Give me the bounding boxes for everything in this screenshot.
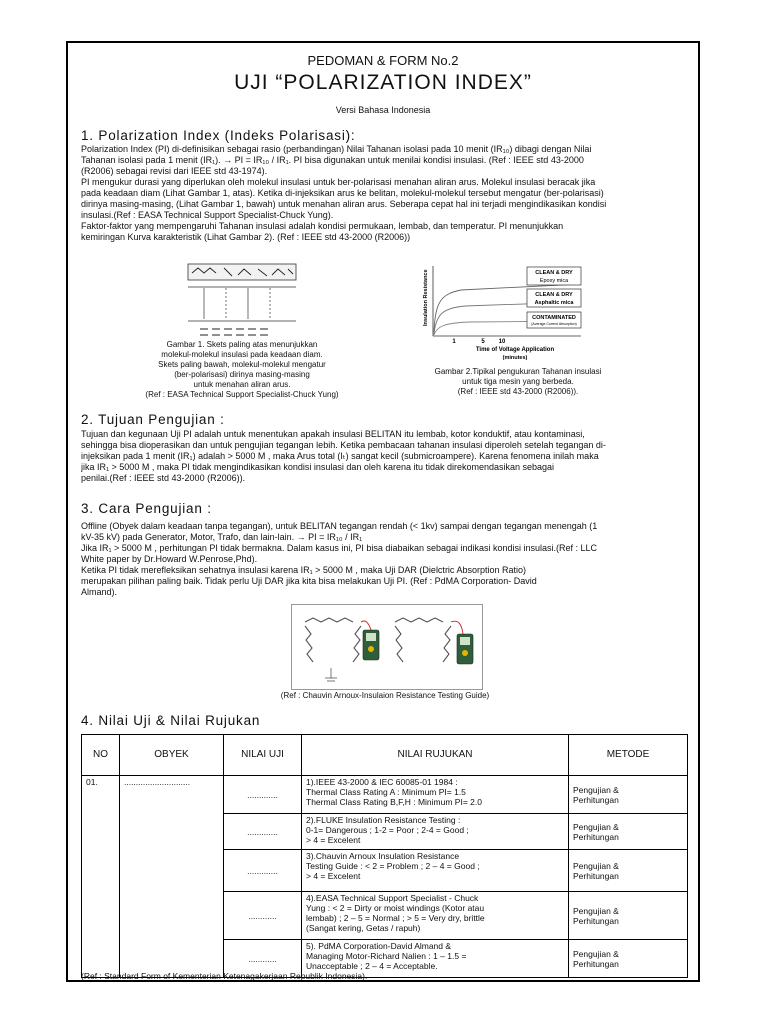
graph-tick: 10 (498, 339, 506, 345)
reference-line: Thermal Class Rating B,F,H : Minimum PI= 2.0 (306, 797, 482, 807)
method-line: Perhitungan (573, 794, 619, 805)
text-line: kV-35 kV) pada Generator, Motor, Trafo, dan lain-lain. → PI = IR₁₀ / IR₁ (81, 532, 363, 542)
graph-x-unit: (minutes) (502, 355, 528, 361)
caption-line: (Ref : IEEE std 43-2000 (R2006)). (457, 387, 579, 396)
legend-label: Epoxy mica (539, 278, 569, 284)
reference-value (302, 850, 569, 892)
text-line: Almand). (81, 587, 118, 597)
text-line: dirinya masing-masing, (Lihat Gambar 1, bawah) untuk menahan aliran arus. Seberapa cepat hal ini terjadi mengindikasikan kondisi (81, 199, 607, 209)
reference-line: (Sangat kering, Getas / rapuh) (306, 923, 421, 933)
column-header: NILAI UJI (224, 735, 302, 776)
reference-line: > 4 = Excelent (306, 871, 361, 881)
reference-value (302, 776, 569, 814)
reference-line: 2).FLUKE Insulation Resistance Testing : (306, 815, 461, 825)
text-line: Tujuan dan kegunaan Uji PI adalah untuk menentukan apakah insulasi BELITAN itu lembab, kotor konduktif, atau kontaminasi, (81, 429, 585, 439)
graph-y-label: Insulation Resistance (423, 269, 429, 326)
document-page (66, 41, 700, 982)
test-value: ............. (224, 776, 302, 814)
method-line: Perhitungan (573, 870, 619, 881)
reference-line: Yung : < 2 = Dirty or moist windings (Kotor atau (306, 903, 485, 913)
figure2-caption (398, 367, 638, 397)
section2-heading: 2. Tujuan Pengujian : (81, 412, 225, 427)
reference-line: Unacceptable ; 2 – 4 = Acceptable. (306, 961, 438, 971)
legend-label: CLEAN & DRY (535, 270, 573, 276)
caption-line: untuk tiga mesin yang berbeda. (462, 377, 574, 386)
text-line: White paper by Dr.Howard W.Penrose,Phd). (81, 554, 258, 564)
reference-line: lembab) ; 2 – 5 = Normal ; > 5 = Very dry, brittle (306, 913, 485, 923)
reference-line: Thermal Class Rating A : Minimum PI= 1.5 (306, 787, 466, 797)
text-line: kemiringan Kurva karakteristik (Lihat Gambar 2). (Ref : IEEE std 43-2000 (R2006)) (81, 232, 411, 242)
reference-values-table (81, 734, 688, 978)
method-line: Pengujian & (573, 784, 619, 795)
table-row (82, 776, 688, 814)
column-header: METODE (569, 735, 688, 776)
text-line: Faktor-faktor yang mempengaruhi Tahanan insulasi adalah kondisi permukaan, lembab, dan temperatur. PI menunjukkan (81, 221, 564, 231)
caption-line: Gambar 1. Skets paling atas menunjukkan (166, 340, 318, 349)
molecule-polarization-sketch (186, 261, 298, 343)
row-object: ............................ (120, 776, 224, 978)
graph-x-label: Time of Voltage Application (475, 347, 555, 353)
section2-body (81, 429, 687, 484)
method (569, 814, 688, 850)
doc-subtitle: PEDOMAN & FORM No.2 (307, 53, 459, 68)
caption-line: (Ref : EASA Technical Support Specialist-Chuck Yung) (145, 390, 339, 399)
reference-line: > 4 = Excelent (306, 835, 361, 845)
reference-line: 4).EASA Technical Support Specialist - Chuck (306, 893, 479, 903)
graph-tick: 5 (481, 339, 485, 345)
method-line: Pengujian & (573, 821, 619, 832)
text-line: penilai.(Ref : IEEE std 43-2000 (R2006)). (81, 473, 246, 483)
figure3-caption: (Ref : Chauvin Arnoux-Insulaion Resistance Testing Guide) (280, 691, 490, 700)
section4-heading: 4. Nilai Uji & Nilai Rujukan (81, 713, 261, 728)
text-line: Tahanan isolasi pada 1 menit (IR₁). → PI = IR₁₀ / IR₁. PI bisa digunakan untuk menilai kondisi insulasi. (Ref : IEEE std 43-2000 (81, 155, 584, 165)
text-line: Offline (Obyek dalam keadaan tanpa tegangan), untuk BELITAN tegangan rendah (< 1kv) sampai dengan tegangan menengah (1 (81, 521, 598, 531)
method-line: Perhitungan (573, 958, 619, 969)
table-footer-ref: (Ref : Standard Form of Kementerian Ketenagakerjaan Republik Indonesia). (81, 971, 368, 981)
method-line: Perhitungan (573, 831, 619, 842)
legend-label: CLEAN & DRY (535, 292, 573, 298)
text-line: injeksikan pada 1 menit (IR₁) adalah > 5000 M , maka Arus total (Iₜ) sangat kecil (submicroampere). Karena fenomena inilah maka (81, 451, 599, 461)
doc-version: Versi Bahasa Indonesia (335, 105, 431, 115)
insulation-resistance-graph (421, 262, 611, 364)
method-line: Pengujian & (573, 948, 619, 959)
reference-value (302, 892, 569, 940)
section1-body (81, 144, 687, 243)
text-line: pada keadaan diam (Lihat Gambar 1, atas). Ketika di-injeksikan arus ke belitan, molekul-molekul tersebut mengatur (ber-polarisasi) (81, 188, 604, 198)
reference-line: Managing Motor-Richard Nalien : 1 – 1.5 = (306, 951, 467, 961)
caption-line: untuk menahan aliran arus. (193, 380, 291, 389)
test-value: ............ (224, 940, 302, 978)
section3-body (81, 521, 687, 598)
caption-line: Skets paling bawah, molekul-molekul mengatur (158, 360, 326, 369)
column-header: NO (82, 735, 120, 776)
text-line: Jika IR₁ > 5000 M , perhitungan PI tidak bermakna. Dalam kasus ini, PI bisa diabaikan sebagai indikasi kondisi insulasi.(Ref : LLC (81, 543, 598, 553)
winding-test-diagram (291, 604, 483, 690)
reference-value (302, 814, 569, 850)
legend-label: CONTAMINATED (532, 315, 576, 321)
reference-line: 3).Chauvin Arnoux Insulation Resistance (306, 851, 460, 861)
column-header: OBYEK (120, 735, 224, 776)
text-line: insulasi.(Ref : EASA Technical Support Specialist-Chuck Yung). (81, 210, 334, 220)
caption-line: molekul-molekul insulasi pada keadaan diam. (161, 350, 323, 359)
section3-heading: 3. Cara Pengujian : (81, 501, 212, 516)
graph-tick: 1 (452, 339, 456, 345)
caption-line: (ber-polarisasi) dirinya masing-masing (174, 370, 310, 379)
reference-line: 1).IEEE 43-2000 & IEC 60085-01 1984 : (306, 777, 458, 787)
method-line: Perhitungan (573, 915, 619, 926)
text-line: Polarization Index (PI) di-definisikan sebagai rasio (perbandingan) Nilai Tahanan isolasi pada 10 menit (IR₁₀) dibagi dengan Nilai (81, 144, 592, 154)
method-line: Pengujian & (573, 860, 619, 871)
test-value: ............. (224, 850, 302, 892)
row-number: 01. (82, 776, 120, 978)
legend-label: (Average Current Absorption) (531, 322, 577, 326)
method (569, 940, 688, 978)
text-line: jika IR₁ > 5000 M , maka PI tidak mengindikasikan kondisi insulasi dan oleh karena itu tidak direkomendasikan sebagai (81, 462, 555, 472)
text-line: (R2006) sebagai revisi dari IEEE std 43-1974). (81, 166, 268, 176)
section1-heading: 1. Polarization Index (Indeks Polarisasi): (81, 128, 356, 143)
legend-label: Asphaltic mica (534, 300, 574, 306)
test-value: ............ (224, 892, 302, 940)
reference-line: 5). PdMA Corporation-David Almand & (306, 941, 452, 951)
figure1-caption (108, 340, 376, 400)
text-line: PI mengukur durasi yang diperlukan oleh molekul insulasi untuk ber-polarisasi menahan aliran arus. Molekul insulasi beracak jika (81, 177, 596, 187)
column-header: NILAI RUJUKAN (302, 735, 569, 776)
test-value: ............. (224, 814, 302, 850)
method (569, 892, 688, 940)
text-line: merupakan pilihan paling baik. Tidak perlu Uji DAR jika kita bisa melakukan Uji PI. (Ref : PdMA Corporation- David (81, 576, 537, 586)
method (569, 776, 688, 814)
method (569, 850, 688, 892)
text-line: Ketika PI tidak merefleksikan sehatnya insulasi karena IR₁ > 5000 M , maka Uji DAR (Dielctric Absorption Ratio) (81, 565, 526, 575)
doc-title: UJI “POLARIZATION INDEX” (234, 71, 532, 94)
caption-line: Gambar 2.Tipikal pengukuran Tahanan insulasi (434, 367, 602, 376)
reference-line: 0-1= Dangerous ; 1-2 = Poor ; 2-4 = Good ; (306, 825, 469, 835)
table-header-row (82, 735, 688, 776)
method-line: Pengujian & (573, 905, 619, 916)
reference-line: Testing Guide : < 2 = Problem ; 2 – 4 = Good ; (306, 861, 480, 871)
text-line: sehingga bisa dioperasikan dan untuk pengujian tegangan lebih. Ketika pembacaan tahanan insulasi diperoleh setelah tegangan di- (81, 440, 606, 450)
